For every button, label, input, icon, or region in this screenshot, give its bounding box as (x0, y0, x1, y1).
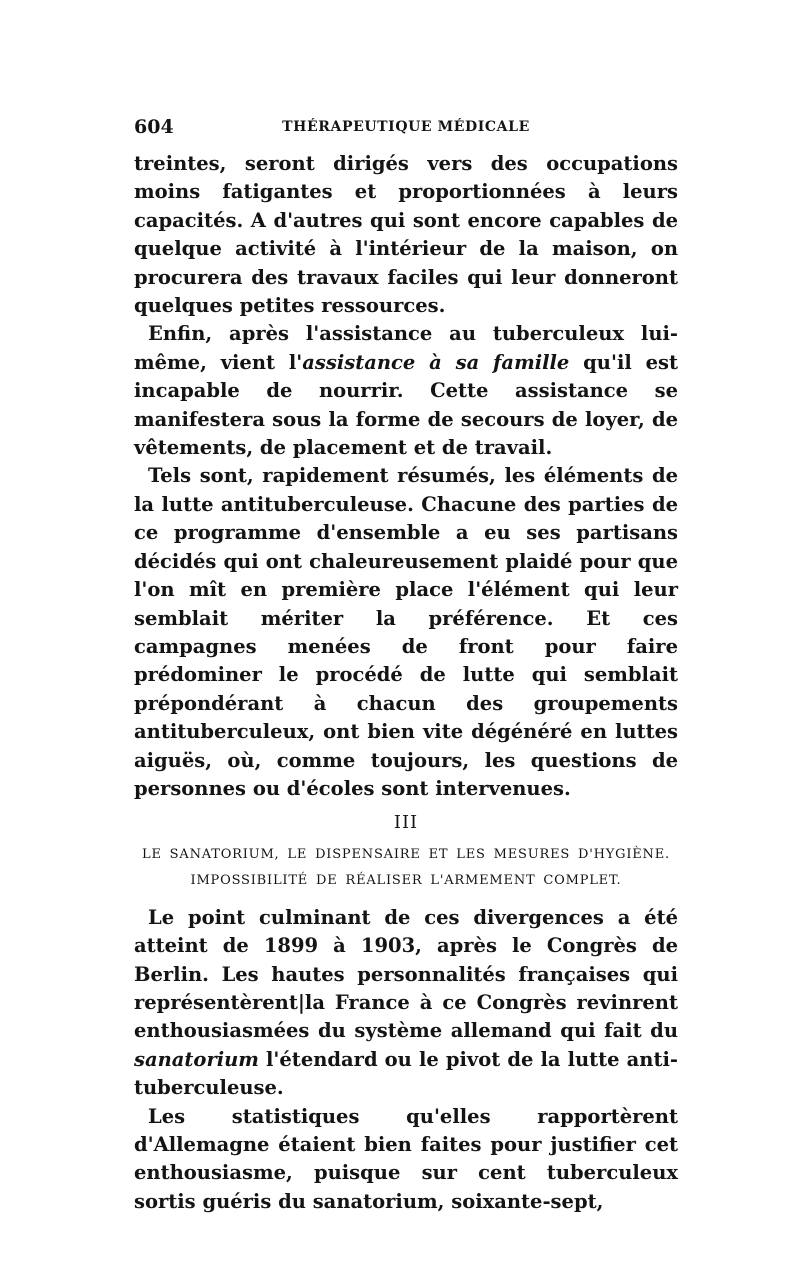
paragraph-4-text-before: Le point culminant de ces divergences a été atteint de 1899 à 1903, après le Congrès de Berlin. Les hautes personnalités françaises qui représentèrent|la France à ce Congrès revinrent enthousiasmées du système allemand qui fait du (134, 905, 678, 1043)
paragraph-5 (134, 1103, 678, 1217)
paragraph-3 (134, 462, 678, 803)
paragraph-2-text-after: qu'il est incapable de nourrir. Cette assistance se manifestera sous la forme de secours de loyer, de vêtements, de placement et de travail. (134, 350, 678, 460)
section-heading-line-2: IMPOSSIBILITÉ DE RÉALISER L'ARMEMENT COMPLET. (190, 872, 622, 888)
paragraph-1 (134, 150, 678, 320)
paragraph-2-italic: assistance à sa famille (302, 350, 570, 374)
paragraph-2-text-before: Enfin, après l'assistance au tuberculeux lui-même, vient l' (134, 322, 678, 374)
paragraph-4-italic: sanatorium (134, 1047, 259, 1071)
page-header (134, 116, 678, 142)
page-body (134, 150, 678, 1216)
page-number: 604 (134, 116, 174, 138)
running-title: THÉRAPEUTIQUE MÉDICALE (282, 119, 530, 135)
section-number: III (393, 812, 419, 834)
paragraph-4-text-after: l'étendard ou le pivot de la lutte anti-tuberculeuse. (134, 1047, 678, 1100)
paragraph-3-text: Tels sont, rapidement résumés, les éléments de la lutte antituberculeuse. Chacune des parties de ce programme d'ensemble a eu ses partisans décidés qui ont chaleureusement plaidé pour que l'on mît en première place l'élément qui leur semblait mériter la préférence. Et ces campagnes menées de front pour faire prédominer le procédé de lutte qui semblait prépondérant à chacun des groupements antituberculeux, ont bien vite dégénéré en luttes aiguës, où, comme toujours, les questions de personnes ou d'écoles sont intervenues. (134, 464, 678, 800)
paragraph-2 (134, 320, 678, 462)
section-heading (134, 842, 678, 894)
section-heading-line-1: LE SANATORIUM, LE DISPENSAIRE ET LES MESURES D'HYGIÈNE. (142, 846, 670, 862)
paragraph-4 (134, 904, 678, 1103)
paragraph-5-text: Les statistiques qu'elles rapportèrent d'Allemagne étaient bien faites pour justifier cet enthousiasme, puisque sur cent tuberculeux sortis guéris du sanatorium, soixante-sept, (134, 1104, 678, 1213)
paragraph-1-text: treintes, seront dirigés vers des occupations moins fatigantes et proportionnées à leurs capacités. A d'autres qui sont encore capables de quelque activité à l'intérieur de la maison, on procurera des travaux faciles qui leur donneront quelques petites ressources. (134, 152, 678, 318)
